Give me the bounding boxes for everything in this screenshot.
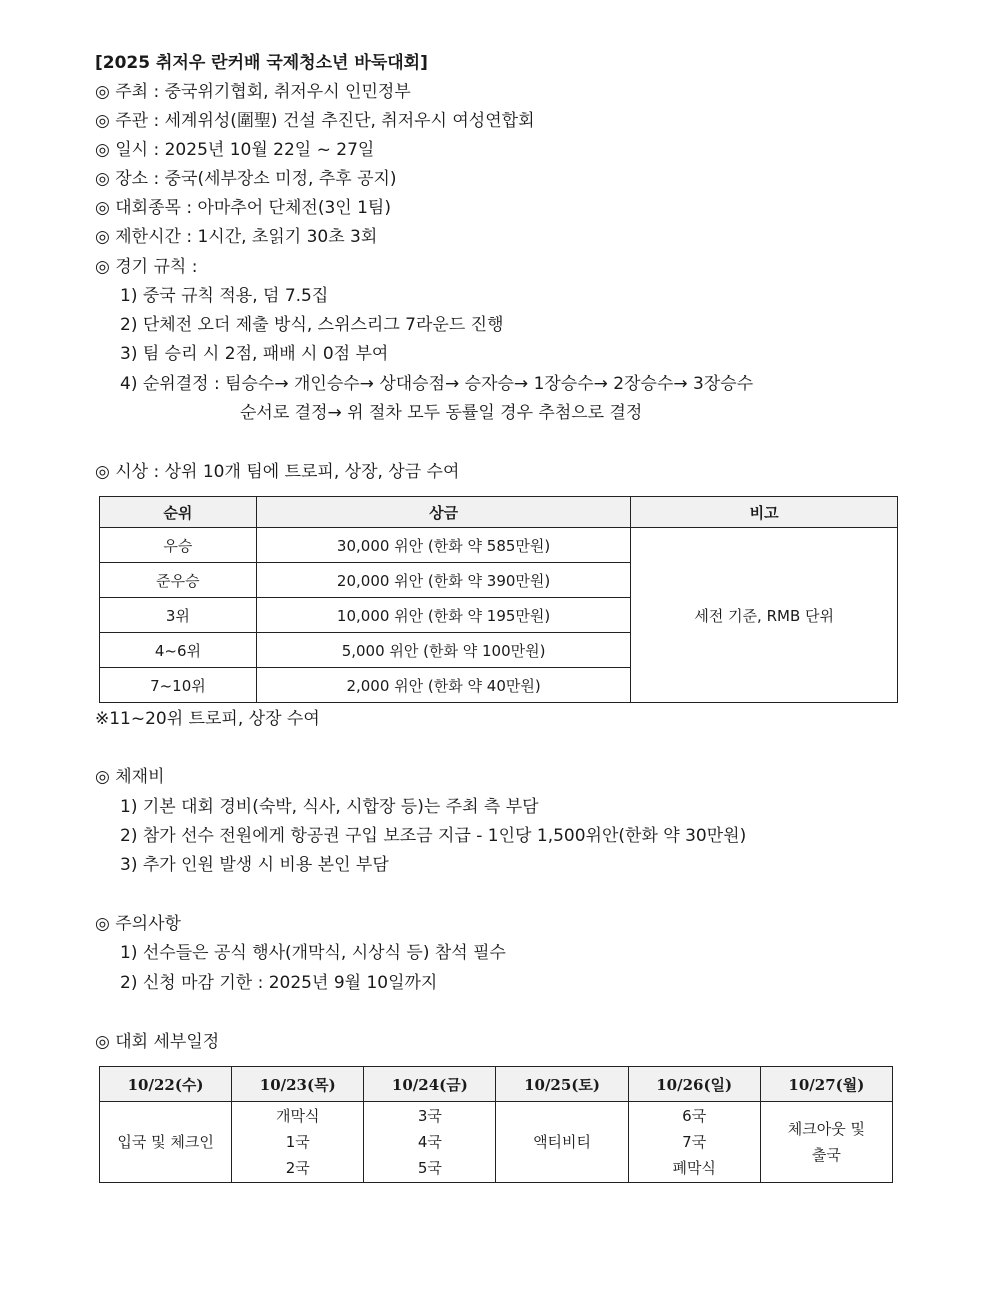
prize-amount-cell: 2,000 위안 (한화 약 40만원) xyxy=(256,668,631,703)
schedule-date: 10/22(수) xyxy=(100,1067,232,1102)
rule-item: 1) 중국 규칙 적용, 덤 7.5집 xyxy=(120,286,329,306)
schedule-event: 2국 xyxy=(285,1159,310,1177)
prize-rank-cell: 4~6위 xyxy=(100,633,257,668)
schedule-cell xyxy=(496,1102,628,1183)
schedule-event: 액티비티 xyxy=(533,1133,592,1151)
document-title: [2025 취저우 란커배 국제청소년 바둑대회] xyxy=(95,53,428,73)
schedule-date: 10/24(금) xyxy=(364,1067,496,1102)
prize-rank-cell: 우승 xyxy=(100,528,257,563)
awards-heading: ◎ 시상 : 상위 10개 팀에 트로피, 상장, 상금 수여 xyxy=(95,462,460,482)
stay-item: 1) 기본 대회 경비(숙박, 식사, 시합장 등)는 주최 측 부담 xyxy=(120,797,539,817)
prize-header-prize: 상금 xyxy=(256,497,631,528)
prize-header-note: 비고 xyxy=(631,497,898,528)
schedule-cell xyxy=(760,1102,892,1183)
prize-rank-cell: 3위 xyxy=(100,598,257,633)
rule-item: 4) 순위결정 : 팀승수→ 개인승수→ 상대승점→ 승자승→ 1장승수→ 2장승수→ 3장승수 xyxy=(120,374,754,394)
stay-heading: ◎ 체재비 xyxy=(95,767,165,787)
rule-item: 3) 팀 승리 시 2점, 패배 시 0점 부여 xyxy=(120,344,389,364)
notice-heading: ◎ 주의사항 xyxy=(95,914,181,934)
prize-rank-cell: 준우승 xyxy=(100,563,257,598)
notice-item: 2) 신청 마감 기한 : 2025년 9월 10일까지 xyxy=(120,973,438,993)
prize-note-cell: 세전 기준, RMB 단위 xyxy=(631,528,898,703)
table-row xyxy=(100,528,898,563)
schedule-cell xyxy=(232,1102,364,1183)
schedule-cell xyxy=(628,1102,760,1183)
schedule-header-row xyxy=(100,1067,893,1102)
prize-amount-cell: 20,000 위안 (한화 약 390만원) xyxy=(256,563,631,598)
schedule-date: 10/23(목) xyxy=(232,1067,364,1102)
info-event-type: ◎ 대회종목 : 아마추어 단체전(3인 1팀) xyxy=(95,198,391,218)
prize-footnote: ※11~20위 트로피, 상장 수여 xyxy=(95,709,320,729)
schedule-event: 1국 xyxy=(285,1133,310,1151)
schedule-cell xyxy=(100,1102,232,1183)
prize-rank-cell: 7~10위 xyxy=(100,668,257,703)
info-organizer: ◎ 주최 : 중국위기협회, 취저우시 인민정부 xyxy=(95,82,411,102)
schedule-heading: ◎ 대회 세부일정 xyxy=(95,1032,220,1052)
info-host: ◎ 주관 : 세계위성(圍聖) 건설 추진단, 취저우시 여성연합회 xyxy=(95,111,535,131)
schedule-event: 체크아웃 및 xyxy=(787,1120,865,1138)
schedule-event: 7국 xyxy=(682,1133,707,1151)
schedule-event: 4국 xyxy=(417,1133,442,1151)
schedule-event: 폐막식 xyxy=(672,1159,716,1177)
schedule-table xyxy=(99,1066,893,1183)
schedule-event: 개막식 xyxy=(275,1107,320,1125)
schedule-date: 10/26(일) xyxy=(628,1067,760,1102)
prize-amount-cell: 5,000 위안 (한화 약 100만원) xyxy=(256,633,631,668)
stay-item: 2) 참가 선수 전원에게 항공권 구입 보조금 지급 - 1인당 1,500위안(한화 약 30만원) xyxy=(120,826,747,846)
prize-table-header-row xyxy=(100,497,898,528)
prize-amount-cell: 10,000 위안 (한화 약 195만원) xyxy=(256,598,631,633)
prize-header-rank: 순위 xyxy=(100,497,257,528)
schedule-event: 6국 xyxy=(682,1107,707,1125)
schedule-date: 10/25(토) xyxy=(496,1067,628,1102)
schedule-event: 입국 및 체크인 xyxy=(117,1133,214,1151)
notice-item: 1) 선수들은 공식 행사(개막식, 시상식 등) 참석 필수 xyxy=(120,943,506,963)
info-time-limit: ◎ 제한시간 : 1시간, 초읽기 30초 3회 xyxy=(95,227,378,247)
schedule-event: 3국 xyxy=(417,1107,442,1125)
prize-table xyxy=(99,496,898,703)
schedule-event: 5국 xyxy=(417,1159,442,1177)
schedule-event: 출국 xyxy=(811,1146,841,1164)
info-venue: ◎ 장소 : 중국(세부장소 미정, 추후 공지) xyxy=(95,169,397,189)
schedule-cell xyxy=(364,1102,496,1183)
info-date: ◎ 일시 : 2025년 10월 22일 ~ 27일 xyxy=(95,140,375,160)
rule-item: 2) 단체전 오더 제출 방식, 스위스리그 7라운드 진행 xyxy=(120,315,504,335)
schedule-events-row xyxy=(100,1102,893,1183)
schedule-date: 10/27(월) xyxy=(760,1067,892,1102)
stay-item: 3) 추가 인원 발생 시 비용 본인 부담 xyxy=(120,855,389,875)
prize-amount-cell: 30,000 위안 (한화 약 585만원) xyxy=(256,528,631,563)
rule-item-continuation: 순서로 결정→ 위 절차 모두 동률일 경우 추첨으로 결정 xyxy=(240,403,643,423)
info-rules-heading: ◎ 경기 규칙 : xyxy=(95,257,198,277)
